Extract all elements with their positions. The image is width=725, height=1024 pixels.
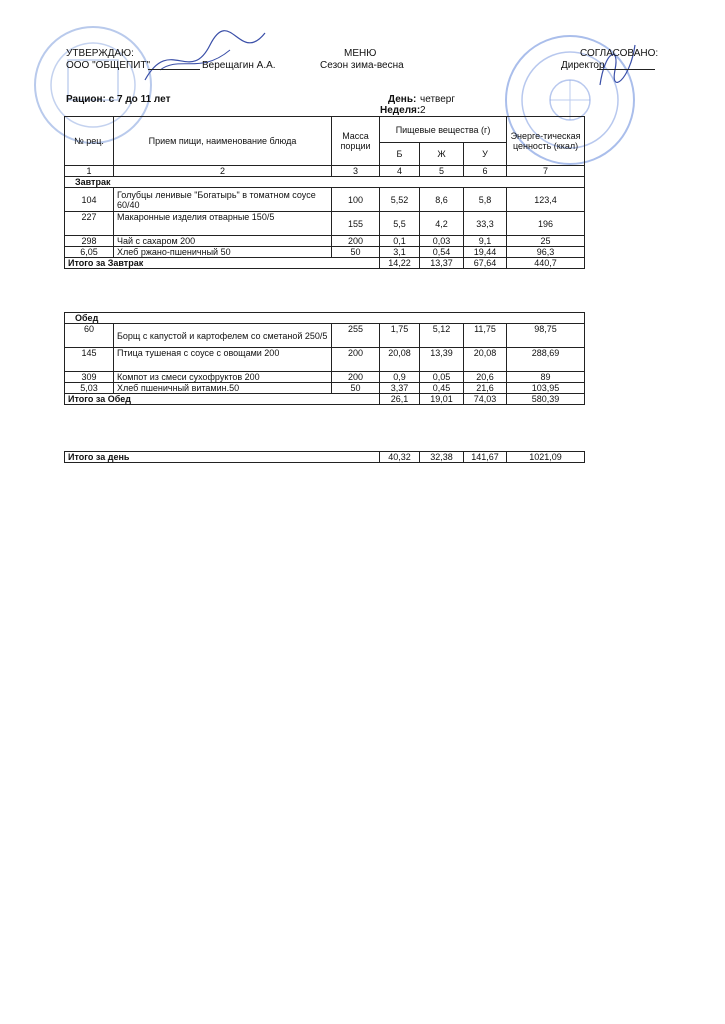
col-number: 5 [420,166,464,177]
fat-value: 13,39 [420,348,464,372]
recipe-number: 104 [65,188,114,212]
energy-value: 98,75 [507,324,585,348]
energy-value: 89 [507,372,585,383]
col-number: 2 [114,166,332,177]
dish-name: Компот из смеси сухофруктов 200 [114,372,332,383]
director-label: Директор [561,60,605,71]
total-row-lunch [65,394,585,405]
dish-name: Хлеб ржано-пшеничный 50 [114,247,332,258]
table-row [65,247,585,258]
col-number: 7 [507,166,585,177]
fat-value: 8,6 [420,188,464,212]
dish-name: Птица тушеная с соусе с овощами 200 [114,348,332,372]
approved-label: УТВЕРЖДАЮ: [66,48,134,59]
recipe-number: 298 [65,236,114,247]
total-row-day [65,452,585,463]
total-energy: 580,39 [507,394,585,405]
table-header-row [65,117,585,143]
col-header-num: № рец. [65,117,114,166]
carb-value: 19,44 [464,247,507,258]
section-row-breakfast [65,177,585,188]
total-carb: 67,64 [464,258,507,269]
fat-value: 0,54 [420,247,464,258]
recipe-number: 227 [65,212,114,236]
table-row [65,348,585,372]
day-value: четверг [420,94,455,105]
protein-value: 20,08 [380,348,420,372]
day-total-energy: 1021,09 [507,452,585,463]
day-label: День: [388,94,417,105]
fat-value: 0,05 [420,372,464,383]
recipe-number: 60 [65,324,114,348]
dish-name: Хлеб пшеничный витамин.50 [114,383,332,394]
portion-mass: 255 [332,324,380,348]
portion-mass: 50 [332,247,380,258]
col-header-nutrients: Пищевые вещества (г) [380,117,507,143]
fat-value: 0,03 [420,236,464,247]
dish-name: Борщ с капустой и картофелем со сметаной 250/5 [114,324,332,348]
portion-mass: 200 [332,372,380,383]
col-header-energy: Энерге-тическая ценность (ккал) [507,117,585,166]
carb-value: 21,6 [464,383,507,394]
energy-value: 96,3 [507,247,585,258]
portion-mass: 200 [332,348,380,372]
protein-value: 0,1 [380,236,420,247]
portion-mass: 100 [332,188,380,212]
col-number: 6 [464,166,507,177]
fat-value: 4,2 [420,212,464,236]
energy-value: 103,95 [507,383,585,394]
column-number-row [65,166,585,177]
total-protein: 14,22 [380,258,420,269]
director-line [597,69,655,70]
table-row [65,383,585,394]
col-number: 1 [65,166,114,177]
col-header-b: Б [380,143,420,166]
portion-mass: 50 [332,383,380,394]
day-total-label: Итого за день [65,452,380,463]
table-row [65,236,585,247]
portion-mass: 155 [332,212,380,236]
menu-title: МЕНЮ [344,48,377,59]
recipe-number: 309 [65,372,114,383]
section-title: Завтрак [65,177,585,188]
fat-value: 5,12 [420,324,464,348]
energy-value: 123,4 [507,188,585,212]
total-carb: 74,03 [464,394,507,405]
carb-value: 5,8 [464,188,507,212]
col-header-zh: Ж [420,143,464,166]
total-fat: 13,37 [420,258,464,269]
col-header-u: У [464,143,507,166]
protein-value: 0,9 [380,372,420,383]
recipe-number: 145 [65,348,114,372]
week-label: Неделя: [380,105,421,116]
season-label: Сезон зима-весна [320,60,404,71]
total-protein: 26,1 [380,394,420,405]
section-title: Обед [65,313,585,324]
dish-name: Макаронные изделия отварные 150/5 [114,212,332,236]
protein-value: 3,1 [380,247,420,258]
carb-value: 20,08 [464,348,507,372]
agreed-label: СОГЛАСОВАНО: [580,48,659,59]
table-row [65,372,585,383]
ration-label: Рацион: с 7 до 11 лет [66,94,171,105]
week-value: 2 [420,105,426,116]
day-total-fat: 32,38 [420,452,464,463]
table-row [65,324,585,348]
col-number: 4 [380,166,420,177]
protein-value: 5,5 [380,212,420,236]
day-total-table [64,451,585,463]
col-header-name: Прием пищи, наименование блюда [114,117,332,166]
recipe-number: 6,05 [65,247,114,258]
energy-value: 196 [507,212,585,236]
dish-name: Голубцы ленивые "Богатырь" в томатном соусе 60/40 [114,188,332,212]
breakfast-table [64,116,585,269]
approver-name: Верещагин А.А. [202,60,276,71]
total-energy: 440,7 [507,258,585,269]
org-name: ООО "ОБЩЕПИТ" [66,60,151,71]
protein-value: 5,52 [380,188,420,212]
total-row-breakfast [65,258,585,269]
fat-value: 0,45 [420,383,464,394]
total-fat: 19,01 [420,394,464,405]
table-row [65,212,585,236]
col-number: 3 [332,166,380,177]
lunch-table [64,312,585,405]
dish-name: Чай с сахаром 200 [114,236,332,247]
carb-value: 20,6 [464,372,507,383]
day-total-protein: 40,32 [380,452,420,463]
day-total-carb: 141,67 [464,452,507,463]
carb-value: 11,75 [464,324,507,348]
total-label: Итого за Завтрак [65,258,380,269]
carb-value: 9,1 [464,236,507,247]
table-row [65,188,585,212]
protein-value: 3,37 [380,383,420,394]
section-row-lunch [65,313,585,324]
portion-mass: 200 [332,236,380,247]
signature-line [148,69,200,70]
recipe-number: 5,03 [65,383,114,394]
energy-value: 25 [507,236,585,247]
col-header-mass: Масса порции [332,117,380,166]
total-label: Итого за Обед [65,394,380,405]
carb-value: 33,3 [464,212,507,236]
energy-value: 288,69 [507,348,585,372]
protein-value: 1,75 [380,324,420,348]
